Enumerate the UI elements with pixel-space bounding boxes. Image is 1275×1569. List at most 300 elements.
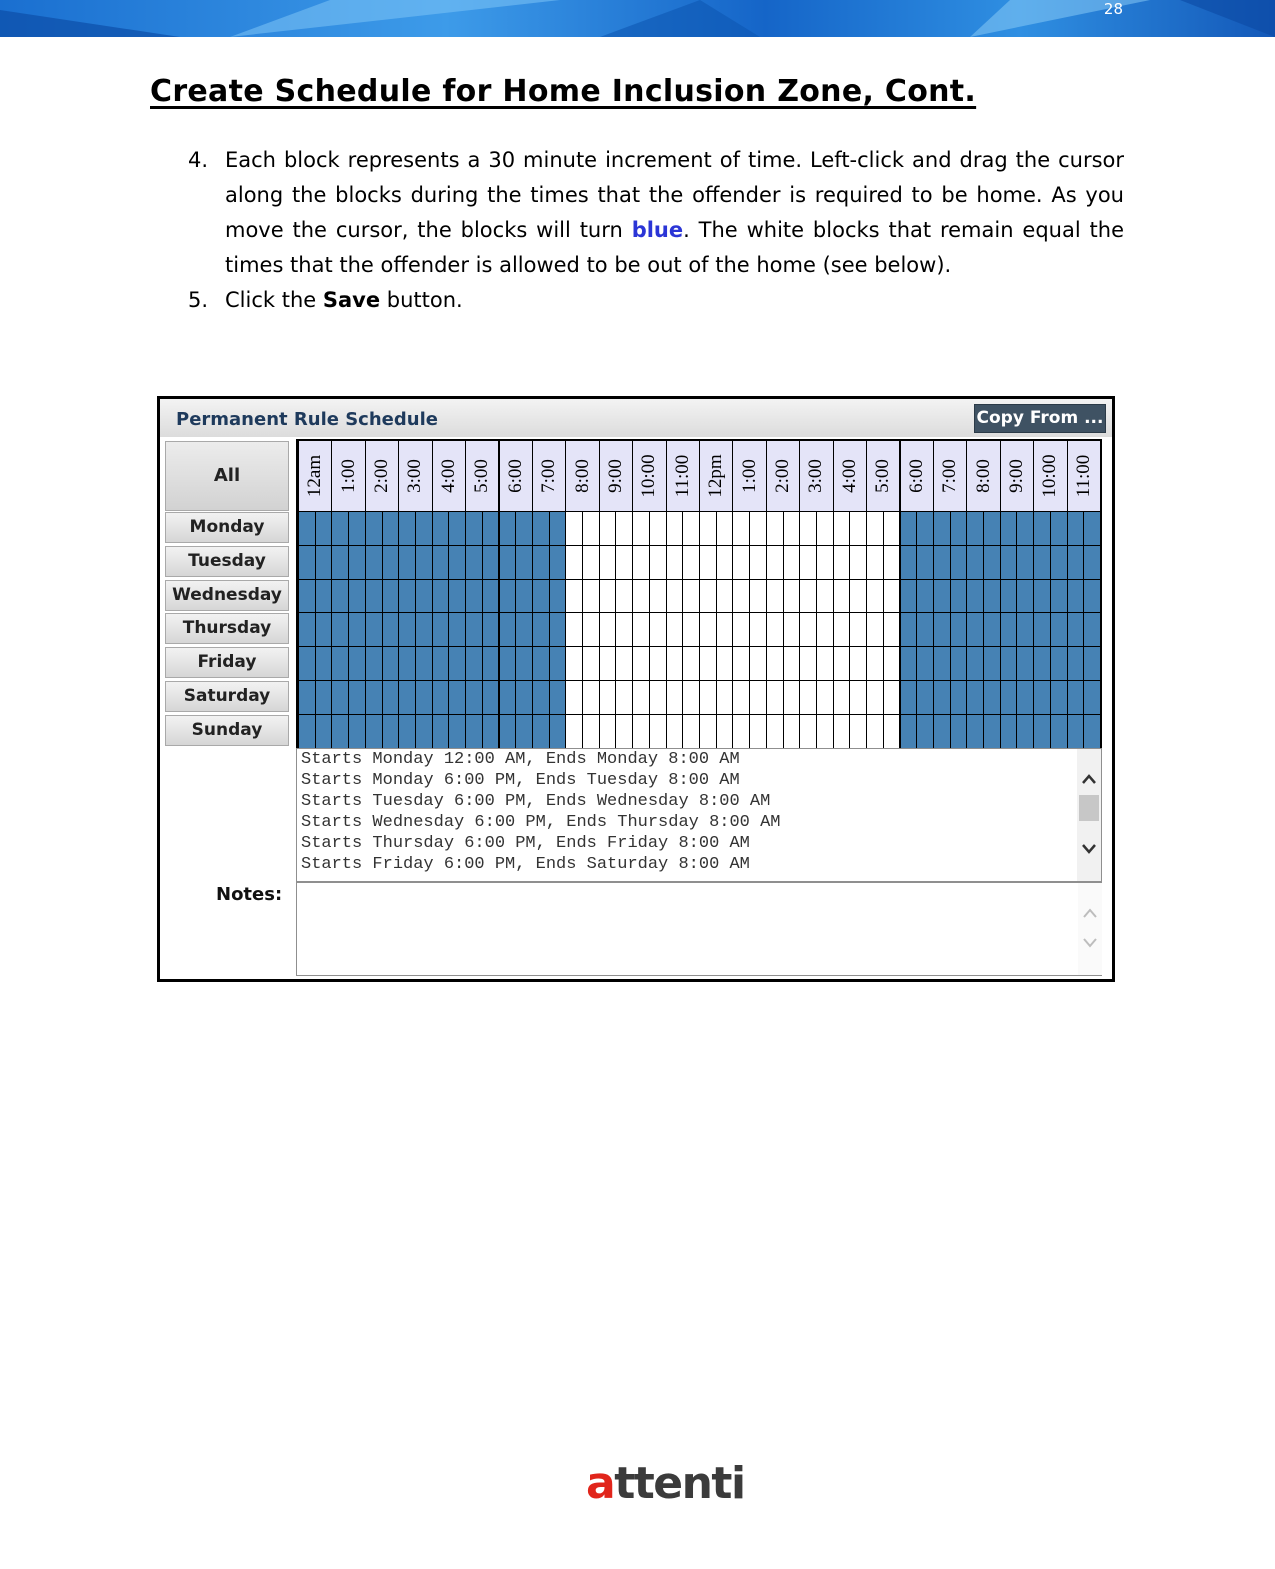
schedule-block[interactable] <box>331 646 349 681</box>
schedule-block[interactable] <box>1000 714 1018 749</box>
schedule-block[interactable] <box>682 680 700 715</box>
schedule-block[interactable] <box>900 714 918 749</box>
schedule-block[interactable] <box>833 714 851 749</box>
schedule-block[interactable] <box>331 579 349 614</box>
schedule-block[interactable] <box>615 612 633 647</box>
schedule-block[interactable] <box>465 680 483 715</box>
schedule-block[interactable] <box>649 714 667 749</box>
schedule-block[interactable] <box>666 579 684 614</box>
schedule-block[interactable] <box>666 511 684 546</box>
schedule-block[interactable] <box>565 646 583 681</box>
schedule-block[interactable] <box>432 680 450 715</box>
summary-scrollbar[interactable] <box>1077 749 1101 881</box>
schedule-block[interactable] <box>732 612 750 647</box>
schedule-block[interactable] <box>582 545 600 580</box>
schedule-block[interactable] <box>983 579 1001 614</box>
schedule-block[interactable] <box>933 646 951 681</box>
schedule-block[interactable] <box>398 680 416 715</box>
schedule-block[interactable] <box>866 579 884 614</box>
schedule-block[interactable] <box>833 511 851 546</box>
schedule-block[interactable] <box>515 680 533 715</box>
day-button-saturday[interactable]: Saturday <box>165 681 289 712</box>
schedule-block[interactable] <box>382 646 400 681</box>
schedule-block[interactable] <box>816 545 834 580</box>
schedule-block[interactable] <box>582 680 600 715</box>
schedule-block[interactable] <box>950 545 968 580</box>
schedule-block[interactable] <box>983 680 1001 715</box>
schedule-block[interactable] <box>799 612 817 647</box>
schedule-block[interactable] <box>766 714 784 749</box>
schedule-block[interactable] <box>382 579 400 614</box>
schedule-block[interactable] <box>515 612 533 647</box>
schedule-block[interactable] <box>983 511 1001 546</box>
schedule-block[interactable] <box>515 646 533 681</box>
schedule-block[interactable] <box>365 511 383 546</box>
schedule-block[interactable] <box>666 545 684 580</box>
day-button-monday[interactable]: Monday <box>165 512 289 543</box>
schedule-block[interactable] <box>933 511 951 546</box>
schedule-block[interactable] <box>532 612 550 647</box>
schedule-block[interactable] <box>582 646 600 681</box>
schedule-block[interactable] <box>331 612 349 647</box>
schedule-block[interactable] <box>900 511 918 546</box>
schedule-block[interactable] <box>1067 680 1085 715</box>
schedule-block[interactable] <box>1016 680 1034 715</box>
schedule-block[interactable] <box>582 579 600 614</box>
schedule-block[interactable] <box>315 646 333 681</box>
schedule-block[interactable] <box>682 646 700 681</box>
schedule-block[interactable] <box>348 579 366 614</box>
schedule-block[interactable] <box>348 612 366 647</box>
schedule-block[interactable] <box>298 511 316 546</box>
schedule-block[interactable] <box>866 511 884 546</box>
schedule-block[interactable] <box>783 612 801 647</box>
schedule-block[interactable] <box>415 579 433 614</box>
schedule-block[interactable] <box>448 612 466 647</box>
schedule-block[interactable] <box>415 646 433 681</box>
schedule-block[interactable] <box>382 680 400 715</box>
schedule-block[interactable] <box>448 545 466 580</box>
schedule-block[interactable] <box>565 511 583 546</box>
schedule-block[interactable] <box>482 714 500 749</box>
schedule-block[interactable] <box>549 579 567 614</box>
schedule-block[interactable] <box>883 579 901 614</box>
schedule-block[interactable] <box>699 612 717 647</box>
schedule-block[interactable] <box>1000 511 1018 546</box>
schedule-block[interactable] <box>565 545 583 580</box>
schedule-block[interactable] <box>565 612 583 647</box>
schedule-block[interactable] <box>916 511 934 546</box>
schedule-block[interactable] <box>415 680 433 715</box>
schedule-block[interactable] <box>348 545 366 580</box>
schedule-block[interactable] <box>499 545 517 580</box>
schedule-block[interactable] <box>783 511 801 546</box>
schedule-block[interactable] <box>766 646 784 681</box>
schedule-block[interactable] <box>1067 511 1085 546</box>
schedule-block[interactable] <box>615 646 633 681</box>
schedule-block[interactable] <box>532 511 550 546</box>
schedule-block[interactable] <box>298 714 316 749</box>
schedule-block[interactable] <box>732 680 750 715</box>
schedule-block[interactable] <box>499 612 517 647</box>
schedule-block[interactable] <box>398 579 416 614</box>
schedule-block[interactable] <box>365 579 383 614</box>
schedule-block[interactable] <box>1000 646 1018 681</box>
schedule-block[interactable] <box>315 579 333 614</box>
schedule-block[interactable] <box>1050 579 1068 614</box>
schedule-block[interactable] <box>415 511 433 546</box>
schedule-block[interactable] <box>699 714 717 749</box>
schedule-block[interactable] <box>966 680 984 715</box>
schedule-block[interactable] <box>298 646 316 681</box>
schedule-block[interactable] <box>783 579 801 614</box>
schedule-block[interactable] <box>632 545 650 580</box>
schedule-block[interactable] <box>1067 646 1085 681</box>
schedule-block[interactable] <box>448 714 466 749</box>
schedule-block[interactable] <box>816 612 834 647</box>
schedule-block[interactable] <box>432 579 450 614</box>
schedule-block[interactable] <box>900 612 918 647</box>
schedule-block[interactable] <box>365 545 383 580</box>
schedule-block[interactable] <box>649 646 667 681</box>
schedule-block[interactable] <box>766 680 784 715</box>
schedule-block[interactable] <box>783 714 801 749</box>
schedule-block[interactable] <box>1083 646 1101 681</box>
schedule-block[interactable] <box>766 612 784 647</box>
schedule-block[interactable] <box>565 714 583 749</box>
schedule-block[interactable] <box>298 612 316 647</box>
notes-scrollbar[interactable] <box>1078 883 1102 975</box>
schedule-block[interactable] <box>615 579 633 614</box>
schedule-block[interactable] <box>1083 680 1101 715</box>
schedule-block[interactable] <box>766 511 784 546</box>
schedule-block[interactable] <box>382 714 400 749</box>
schedule-block[interactable] <box>1000 612 1018 647</box>
schedule-block[interactable] <box>966 545 984 580</box>
schedule-block[interactable] <box>482 511 500 546</box>
schedule-block[interactable] <box>382 612 400 647</box>
schedule-block[interactable] <box>465 511 483 546</box>
schedule-block[interactable] <box>983 545 1001 580</box>
schedule-block[interactable] <box>1083 511 1101 546</box>
schedule-block[interactable] <box>1000 545 1018 580</box>
schedule-block[interactable] <box>499 680 517 715</box>
day-button-tuesday[interactable]: Tuesday <box>165 546 289 577</box>
schedule-block[interactable] <box>448 511 466 546</box>
schedule-block[interactable] <box>482 579 500 614</box>
schedule-block[interactable] <box>398 545 416 580</box>
schedule-block[interactable] <box>315 612 333 647</box>
schedule-block[interactable] <box>499 714 517 749</box>
schedule-block[interactable] <box>799 511 817 546</box>
schedule-block[interactable] <box>682 545 700 580</box>
notes-field[interactable] <box>296 882 1102 976</box>
schedule-block[interactable] <box>866 646 884 681</box>
schedule-block[interactable] <box>331 511 349 546</box>
schedule-block[interactable] <box>682 579 700 614</box>
schedule-block[interactable] <box>1050 511 1068 546</box>
schedule-block[interactable] <box>950 714 968 749</box>
schedule-block[interactable] <box>916 680 934 715</box>
schedule-block[interactable] <box>398 646 416 681</box>
schedule-block[interactable] <box>933 714 951 749</box>
schedule-block[interactable] <box>1067 612 1085 647</box>
schedule-block[interactable] <box>682 511 700 546</box>
schedule-block[interactable] <box>1016 714 1034 749</box>
schedule-block[interactable] <box>883 680 901 715</box>
schedule-block[interactable] <box>532 579 550 614</box>
schedule-block[interactable] <box>1033 680 1051 715</box>
schedule-block[interactable] <box>933 680 951 715</box>
schedule-block[interactable] <box>783 680 801 715</box>
schedule-block[interactable] <box>315 545 333 580</box>
schedule-block[interactable] <box>716 680 734 715</box>
schedule-block[interactable] <box>732 714 750 749</box>
schedule-block[interactable] <box>315 714 333 749</box>
schedule-block[interactable] <box>448 579 466 614</box>
schedule-block[interactable] <box>465 714 483 749</box>
schedule-block[interactable] <box>382 545 400 580</box>
schedule-block[interactable] <box>900 579 918 614</box>
schedule-block[interactable] <box>900 680 918 715</box>
schedule-block[interactable] <box>933 579 951 614</box>
schedule-block[interactable] <box>966 579 984 614</box>
schedule-block[interactable] <box>966 511 984 546</box>
schedule-block[interactable] <box>966 714 984 749</box>
schedule-block[interactable] <box>749 511 767 546</box>
schedule-block[interactable] <box>315 511 333 546</box>
schedule-block[interactable] <box>732 579 750 614</box>
schedule-block[interactable] <box>682 612 700 647</box>
day-button-friday[interactable]: Friday <box>165 647 289 678</box>
chevron-down-icon[interactable] <box>1080 841 1098 857</box>
schedule-block[interactable] <box>515 545 533 580</box>
schedule-block[interactable] <box>432 714 450 749</box>
schedule-block[interactable] <box>849 680 867 715</box>
day-button-sunday[interactable]: Sunday <box>165 715 289 746</box>
schedule-block[interactable] <box>749 646 767 681</box>
schedule-block[interactable] <box>465 579 483 614</box>
schedule-block[interactable] <box>816 511 834 546</box>
schedule-block[interactable] <box>515 714 533 749</box>
schedule-block[interactable] <box>1033 714 1051 749</box>
schedule-block[interactable] <box>682 714 700 749</box>
chevron-up-icon[interactable] <box>1080 771 1098 787</box>
schedule-block[interactable] <box>849 545 867 580</box>
schedule-block[interactable] <box>582 612 600 647</box>
schedule-block[interactable] <box>599 545 617 580</box>
schedule-block[interactable] <box>849 511 867 546</box>
schedule-block[interactable] <box>649 612 667 647</box>
schedule-block[interactable] <box>632 680 650 715</box>
schedule-block[interactable] <box>1067 579 1085 614</box>
schedule-block[interactable] <box>1016 612 1034 647</box>
schedule-block[interactable] <box>348 646 366 681</box>
schedule-block[interactable] <box>983 714 1001 749</box>
schedule-block[interactable] <box>1050 646 1068 681</box>
schedule-block[interactable] <box>816 680 834 715</box>
schedule-block[interactable] <box>615 545 633 580</box>
schedule-block[interactable] <box>883 612 901 647</box>
schedule-block[interactable] <box>448 646 466 681</box>
schedule-block[interactable] <box>649 579 667 614</box>
schedule-block[interactable] <box>916 714 934 749</box>
schedule-block[interactable] <box>950 612 968 647</box>
schedule-block[interactable] <box>716 579 734 614</box>
schedule-block[interactable] <box>298 545 316 580</box>
schedule-block[interactable] <box>482 680 500 715</box>
schedule-block[interactable] <box>398 612 416 647</box>
schedule-block[interactable] <box>331 545 349 580</box>
schedule-block[interactable] <box>549 714 567 749</box>
schedule-block[interactable] <box>916 612 934 647</box>
schedule-block[interactable] <box>866 545 884 580</box>
schedule-block[interactable] <box>916 579 934 614</box>
schedule-block[interactable] <box>849 714 867 749</box>
schedule-block[interactable] <box>582 714 600 749</box>
schedule-block[interactable] <box>1033 612 1051 647</box>
chevron-down-icon[interactable] <box>1081 935 1099 951</box>
schedule-block[interactable] <box>732 511 750 546</box>
schedule-block[interactable] <box>699 680 717 715</box>
schedule-block[interactable] <box>883 646 901 681</box>
schedule-block[interactable] <box>1083 579 1101 614</box>
schedule-block[interactable] <box>499 511 517 546</box>
schedule-block[interactable] <box>833 612 851 647</box>
schedule-block[interactable] <box>582 511 600 546</box>
schedule-block[interactable] <box>699 579 717 614</box>
schedule-block[interactable] <box>933 545 951 580</box>
schedule-block[interactable] <box>699 511 717 546</box>
schedule-block[interactable] <box>632 579 650 614</box>
schedule-block[interactable] <box>298 579 316 614</box>
schedule-block[interactable] <box>716 511 734 546</box>
schedule-block[interactable] <box>649 511 667 546</box>
schedule-block[interactable] <box>749 545 767 580</box>
schedule-block[interactable] <box>415 612 433 647</box>
schedule-block[interactable] <box>298 680 316 715</box>
schedule-block[interactable] <box>983 646 1001 681</box>
schedule-block[interactable] <box>632 612 650 647</box>
schedule-block[interactable] <box>1033 511 1051 546</box>
schedule-block[interactable] <box>1033 646 1051 681</box>
schedule-block[interactable] <box>916 646 934 681</box>
schedule-block[interactable] <box>716 714 734 749</box>
schedule-block[interactable] <box>816 579 834 614</box>
schedule-block[interactable] <box>1083 545 1101 580</box>
schedule-block[interactable] <box>900 545 918 580</box>
schedule-block[interactable] <box>916 545 934 580</box>
schedule-block[interactable] <box>365 680 383 715</box>
schedule-block[interactable] <box>649 545 667 580</box>
schedule-block[interactable] <box>482 545 500 580</box>
schedule-block[interactable] <box>515 579 533 614</box>
schedule-block[interactable] <box>833 646 851 681</box>
schedule-block[interactable] <box>1083 714 1101 749</box>
schedule-block[interactable] <box>966 646 984 681</box>
schedule-block[interactable] <box>966 612 984 647</box>
schedule-block[interactable] <box>532 646 550 681</box>
schedule-block[interactable] <box>1050 612 1068 647</box>
schedule-block[interactable] <box>615 680 633 715</box>
schedule-block[interactable] <box>465 612 483 647</box>
schedule-block[interactable] <box>1083 612 1101 647</box>
day-button-wednesday[interactable]: Wednesday <box>165 580 289 611</box>
schedule-block[interactable] <box>833 579 851 614</box>
schedule-block[interactable] <box>799 680 817 715</box>
all-button[interactable]: All <box>165 441 289 511</box>
schedule-block[interactable] <box>666 612 684 647</box>
schedule-block[interactable] <box>783 646 801 681</box>
schedule-block[interactable] <box>532 545 550 580</box>
schedule-block[interactable] <box>749 612 767 647</box>
schedule-block[interactable] <box>1050 714 1068 749</box>
schedule-block[interactable] <box>849 579 867 614</box>
schedule-block[interactable] <box>732 646 750 681</box>
schedule-block[interactable] <box>632 714 650 749</box>
schedule-block[interactable] <box>799 646 817 681</box>
schedule-block[interactable] <box>1000 579 1018 614</box>
schedule-block[interactable] <box>382 511 400 546</box>
schedule-block[interactable] <box>799 545 817 580</box>
schedule-block[interactable] <box>883 511 901 546</box>
schedule-block[interactable] <box>816 714 834 749</box>
schedule-block[interactable] <box>415 545 433 580</box>
schedule-summary[interactable] <box>296 748 1102 882</box>
schedule-block[interactable] <box>465 646 483 681</box>
schedule-block[interactable] <box>348 511 366 546</box>
schedule-block[interactable] <box>716 612 734 647</box>
schedule-block[interactable] <box>1016 511 1034 546</box>
schedule-block[interactable] <box>699 646 717 681</box>
schedule-block[interactable] <box>432 511 450 546</box>
schedule-block[interactable] <box>883 714 901 749</box>
schedule-block[interactable] <box>331 714 349 749</box>
schedule-block[interactable] <box>365 612 383 647</box>
schedule-block[interactable] <box>432 612 450 647</box>
copy-from-button[interactable]: Copy From ... <box>974 404 1106 433</box>
schedule-block[interactable] <box>1033 545 1051 580</box>
schedule-block[interactable] <box>1016 579 1034 614</box>
schedule-block[interactable] <box>900 646 918 681</box>
schedule-block[interactable] <box>415 714 433 749</box>
schedule-block[interactable] <box>816 646 834 681</box>
schedule-block[interactable] <box>950 680 968 715</box>
day-button-thursday[interactable]: Thursday <box>165 613 289 644</box>
schedule-block[interactable] <box>1016 545 1034 580</box>
schedule-block[interactable] <box>599 680 617 715</box>
schedule-block[interactable] <box>749 680 767 715</box>
schedule-block[interactable] <box>315 680 333 715</box>
schedule-block[interactable] <box>398 511 416 546</box>
schedule-block[interactable] <box>365 646 383 681</box>
schedule-block[interactable] <box>1067 714 1085 749</box>
schedule-block[interactable] <box>1050 680 1068 715</box>
schedule-block[interactable] <box>499 646 517 681</box>
schedule-block[interactable] <box>666 646 684 681</box>
schedule-block[interactable] <box>615 714 633 749</box>
schedule-block[interactable] <box>432 646 450 681</box>
schedule-block[interactable] <box>849 646 867 681</box>
schedule-block[interactable] <box>632 511 650 546</box>
schedule-block[interactable] <box>716 646 734 681</box>
schedule-block[interactable] <box>599 579 617 614</box>
schedule-block[interactable] <box>866 612 884 647</box>
schedule-block[interactable] <box>983 612 1001 647</box>
schedule-block[interactable] <box>599 511 617 546</box>
schedule-block[interactable] <box>565 579 583 614</box>
schedule-block[interactable] <box>699 545 717 580</box>
